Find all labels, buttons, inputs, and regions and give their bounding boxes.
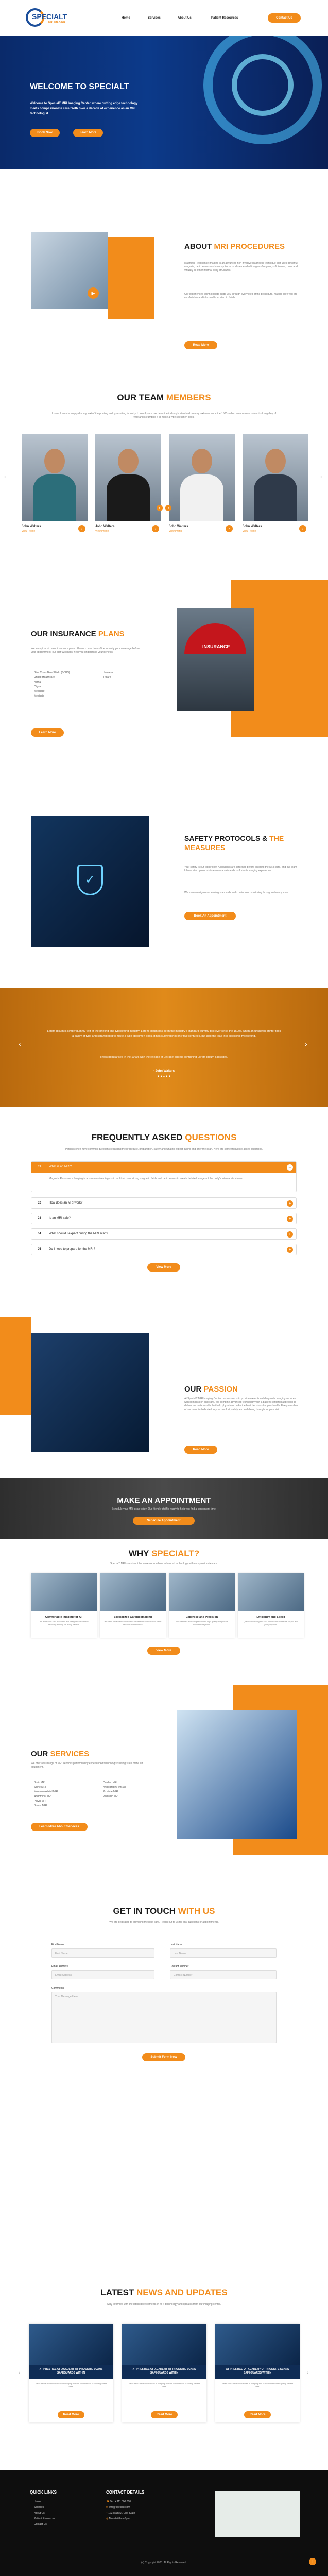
phone-icon: ☎ [106,2500,110,2503]
nav-services[interactable]: Services [148,16,161,20]
schedule-appointment-button[interactable]: Schedule Appointment [133,1517,195,1525]
mri-machine-inner-ring [232,54,294,116]
play-icon[interactable]: ▶ [88,287,99,299]
insurance-list-2 [103,671,113,680]
mission-read-more-button[interactable]: Read More [184,1446,217,1454]
insurance-item: Tricare [103,676,111,679]
services-intro: We offer a full range of MRI services performed by experienced technologists using state of the art equipment. [31,1762,143,1769]
team-member-name: John Walters [169,525,188,528]
team-member-card[interactable] [243,434,308,537]
insurance-item: Blue Cross Blue Shield (BCBS) [34,671,70,674]
umbrella-icon [184,623,246,654]
hero-book-now-button[interactable]: Book Now [30,129,60,137]
news-card-title: AT PRESTIGE OF ACADEMY OF PROSTATE SCANS SAFEGUARDS WITHIN [122,2365,206,2379]
location-icon: ⌖ [106,2512,109,2515]
team-member-card[interactable] [22,434,88,537]
email-input[interactable]: Email Address [51,1970,154,1979]
team-member-photo [95,434,161,521]
insurance-intro: We accept most major insurance plans. Please contact our office to verify your coverage before your appointment, our staff will gladly help you understand your benefits. [31,647,140,654]
footer-link[interactable]: Home [34,2500,41,2503]
service-item: Breast MRI [34,1804,47,1807]
insurance-item: Medicare [34,690,45,693]
faq-question: How does an MRI work? [49,1201,83,1205]
faq-question-header[interactable] [31,1162,296,1173]
insurance-list-1 [34,671,70,699]
services-list-1 [34,1781,58,1808]
contact-title [0,1906,328,1917]
service-item: Prostate MRI [103,1790,118,1793]
faq-item[interactable] [31,1197,297,1209]
services-title-b: SERVICES [50,1750,90,1758]
faq-question: What is an MRI? [49,1165,72,1168]
why-card-text: Our certified technologists deliver high quality images for accurate diagnosis. [176,1620,228,1626]
insurance-image [177,608,254,711]
about-title-b: MRI PROCEDURES [214,242,285,251]
news-title-b: NEWS AND UPDATES [136,2287,228,2297]
why-card-text: Quick scheduling and fast turnaround on results for you and your physician. [244,1620,298,1626]
team-prev-button[interactable]: ‹ [157,505,163,511]
why-card-text: Our wide-bore MRI machines are designed for comfort, reducing anxiety for every patient. [39,1620,89,1626]
email-label: Email Address [51,1965,68,1968]
faq-number: 01 [38,1165,41,1168]
faq-title-a: FREQUENTLY ASKED [91,1132,185,1142]
footer-link[interactable]: Patient Resources [34,2517,55,2520]
news-card-image [215,2324,300,2365]
footer-link[interactable]: Contact Us [34,2523,47,2526]
mission-accent-block [0,1317,31,1415]
team-member-arrow-icon[interactable]: › [152,525,159,532]
team-member-name: John Walters [243,525,262,528]
mission-title-b: PASSION [203,1385,238,1394]
team-member-photo [243,434,308,521]
services-list-2 [103,1781,126,1799]
services-title-a: OUR [31,1750,50,1758]
why-title-a: WHY [128,1549,151,1558]
news-card-image [29,2324,113,2365]
footer-links [34,2499,55,2528]
why-card[interactable] [238,1573,304,1638]
safety-book-appointment-button[interactable]: Book An Appointment [184,912,236,920]
faq-item[interactable] [31,1228,297,1240]
logo[interactable] [26,7,82,28]
site-header [0,0,328,36]
faq-answer: Magnetic Resonance Imaging is a non-invasive diagnostic tool that uses strong magnetic fields and radio waves to create detailed images of the body's internal structures. [49,1177,243,1180]
team-member-profile-link[interactable]: View Profile [169,530,183,533]
service-item: Angiography (MRA) [103,1786,126,1789]
faq-item[interactable] [31,1244,297,1255]
why-view-more-button[interactable]: View More [147,1647,180,1655]
services-learn-more-button[interactable]: Learn More About Services [31,1823,88,1831]
appointment-section [0,1478,328,1539]
news-card[interactable] [215,2324,300,2422]
news-card[interactable] [122,2324,206,2422]
why-title-b: SPECIALT? [151,1549,200,1558]
about-paragraph-1: Magnetic Resonance Imaging is an advanced non-invasive diagnostic technique that uses powerful magnets, radio waves and a computer to produce detailed images of organs, soft tissues, bone and virtually all other internal body structures. [184,262,298,272]
mission-title-a: OUR [184,1385,204,1394]
safety-paragraph-2: We maintain rigorous cleaning standards and continuous monitoring throughout every scan. [184,891,289,894]
insurance-item: Humana [103,671,113,674]
plus-icon[interactable]: + [287,1231,293,1238]
insurance-item: Cigna [34,685,41,688]
team-title-a: OUR TEAM [117,393,166,402]
footer-link[interactable]: About Us [34,2512,45,2515]
faq-number: 05 [38,1248,41,1251]
contact-title-b: WITH US [178,1906,215,1916]
team-member-profile-link[interactable]: View Profile [95,530,109,533]
services-image [177,1710,297,1839]
nav-about[interactable]: About Us [178,16,192,20]
mission-text: At SpecialT MRI Imaging Center our mission is to provide exceptional diagnostic imaging services with compassion and care. We combine advanced technology with a patient-centered approach to deliver accurate results that help physicians make the best decisions for your health. Every member of our team is dedicated to your comfort, safety and well-being throughout your visit. [184,1397,298,1411]
why-card-image [100,1573,166,1611]
footer-phone[interactable]: Tel: + 111 000 000 [110,2500,131,2503]
service-item: Brain MRI [34,1781,46,1784]
footer-link[interactable]: Services [34,2506,44,2509]
logo-text: SPECIALT [32,12,67,21]
insurance-item: Aetna [34,681,41,684]
team-member-profile-link[interactable]: View Profile [243,530,256,533]
faq-number: 02 [38,1201,41,1205]
about-paragraph-2: Our experienced technologists guide you through every step of the procedure, making sure you are comfortable and informed from start to finish. [184,293,298,299]
first-name-input[interactable]: First Name [51,1948,154,1958]
footer-quick-links-title: QUICK LINKS [30,2490,57,2495]
testimonial-prev-arrow-icon[interactable]: ‹ [19,1040,21,1048]
safety-title-a: SAFETY PROTOCOLS & [184,834,270,842]
nav-patient-resources[interactable]: Patient Resources [211,16,238,20]
plus-icon[interactable]: + [287,1200,293,1207]
service-item: Pediatric MRI [103,1795,119,1798]
faq-title-b: QUESTIONS [185,1132,237,1142]
insurance-title-b: PLANS [98,630,125,638]
plus-icon[interactable]: + [287,1216,293,1222]
insurance-item: Medicaid [34,694,45,698]
safety-paragraph-1: Your safety is our top priority. All patients are screened before entering the MRI suite, and our team follows strict protocols to ensure a safe and comfortable imaging experience. [184,866,297,872]
team-member-card[interactable] [95,434,161,537]
service-item: Spine MRI [34,1786,46,1789]
testimonial-stars: ★★★★★ [157,1075,171,1078]
why-title [0,1549,328,1559]
testimonial-author: - John Walters [153,1070,175,1073]
news-read-more-button[interactable]: Read More [58,2411,84,2418]
why-card[interactable] [100,1573,166,1638]
footer-address: 123 Main St, City, State [108,2512,135,2515]
team-member-name: John Walters [22,525,41,528]
about-title [184,242,285,251]
hero-text: Welcome to SpecialT MRI Imaging Center, where cutting edge technology meets compassionate care! With over a decade of experience as an MRI technologist [30,102,138,115]
team-member-photo [169,434,235,521]
shield-icon: ✓ [77,865,103,895]
news-card[interactable] [29,2324,113,2422]
team-title [0,393,328,403]
why-card-title: Comfortable Imaging for All [45,1616,83,1619]
testimonial-text-2: It was popularised in the 1960s with the release of Letraset sheets containing Lorem Ipsum passages. [100,1056,228,1059]
appointment-text: Schedule your MRI scan today. Our friendly staff is ready to help you find a convenient time. [111,1507,217,1511]
clock-icon: ◷ [106,2517,109,2520]
news-prev-arrow-icon[interactable]: ‹ [19,2370,21,2376]
news-card-text: Read about recent advances in imaging and our commitment to quality patient care. [128,2382,200,2388]
testimonial-text: Lorem Ipsum is simply dummy text of the printing and typesetting industry. Lorem Ipsum has been the industry's standard dummy text ever since the 1500s, when an unknown printer took a galley of type and scrambled it to make a type specimen book. It has survived not only five centuries, but also the leap into electronic typesetting. [47,1030,281,1038]
team-next-arrow-icon[interactable]: › [320,474,322,480]
faq-title [0,1132,328,1143]
team-member-arrow-icon[interactable]: › [299,525,306,532]
news-intro: Stay informed with the latest developments in MRI technology and updates from our imaging center. [107,2303,221,2306]
contact-intro: We are dedicated to providing the best care. Reach out to us for any questions or appointments. [109,1921,219,1924]
contact-title-a: GET IN TOUCH [113,1906,178,1916]
first-name-label: First Name [51,1943,64,1946]
appointment-title: MAKE AN APPOINTMENT [117,1496,211,1505]
news-card-text: Read about recent advances in imaging and our commitment to quality patient care. [35,2382,107,2388]
service-item: Pelvic MRI [34,1800,46,1803]
why-card[interactable] [31,1573,97,1638]
comments-label: Comments [51,1987,64,1990]
site-footer [0,2470,328,2576]
testimonial-next-arrow-icon[interactable]: › [305,1040,307,1048]
mission-title [184,1385,238,1394]
team-member-name: John Walters [95,525,115,528]
news-read-more-button[interactable]: Read More [244,2411,271,2418]
insurance-learn-more-button[interactable]: Learn More [31,728,64,737]
insurance-title-a: OUR INSURANCE [31,630,98,638]
faq-question: Do I need to prepare for the MRI? [49,1248,95,1251]
footer-copyright: (c) Copyright 2023. All Rights Reserved. [141,2561,187,2564]
scroll-to-top-icon[interactable]: ↑ [309,2558,316,2565]
why-card-image [238,1573,304,1611]
last-name-label: Last Name [170,1943,183,1946]
logo-subtext: MRI IMAGING [48,21,65,24]
insurance-title [31,630,125,638]
footer-email[interactable]: info@specialt.com [109,2506,130,2509]
service-item: Musculoskeletal MRI [34,1790,58,1793]
team-member-arrow-icon[interactable]: › [226,525,233,532]
why-card-image [31,1573,97,1611]
team-intro: Lorem Ipsum is simply dummy text of the printing and typesetting industry. Lorem Ipsum has been the industry's standard dummy text ever since the 1500s when an unknown printer took a galley of type and scrambled it to make a type specimen book. [52,412,276,419]
hero-title: WELCOME TO SPECIALT [30,82,129,91]
minus-icon[interactable]: − [287,1164,293,1171]
last-name-input[interactable]: Last Name [170,1948,277,1958]
news-card-title: AT PRESTIGE OF ACADEMY OF PROSTATE SCANS SAFEGUARDS WITHIN [29,2365,113,2379]
mission-image [31,1333,149,1452]
about-image-accent [108,237,154,319]
team-member-profile-link[interactable]: View Profile [22,530,36,533]
testimonial-section [0,988,328,1107]
footer-contact-details [106,2499,135,2522]
faq-question: Is an MRI safe? [49,1217,71,1220]
team-prev-arrow-icon[interactable]: ‹ [4,474,6,480]
why-card-title: Expertise and Precision [185,1616,218,1619]
news-card-image [122,2324,206,2365]
footer-map[interactable] [215,2491,300,2537]
why-card-image [169,1573,235,1611]
comments-textarea[interactable]: Your Message Here [51,1992,277,2043]
faq-number: 03 [38,1217,41,1220]
insurance-item: United Healthcare [34,676,55,679]
safety-title [184,834,303,852]
faq-item[interactable] [31,1213,297,1224]
why-card-text: We offer advanced cardiac MRI for detailed evaluation of heart function and structure. [104,1620,162,1626]
hero-section [0,36,328,169]
umbrella-label: INSURANCE [202,644,230,649]
faq-question: What should I expect during the MRI scan? [49,1232,108,1235]
phone-label: Contact Number [170,1965,189,1968]
services-title [31,1750,89,1758]
footer-hours: Mon-Fri 8am-6pm [109,2517,130,2520]
faq-number: 04 [38,1232,41,1235]
why-card[interactable] [169,1573,235,1638]
about-read-more-button[interactable]: Read More [184,341,217,349]
news-next-arrow-icon[interactable]: › [307,2370,309,2376]
plus-icon[interactable]: + [287,1247,293,1253]
news-card-title: AT PRESTIGE OF ACADEMY OF PROSTATE SCANS SAFEGUARDS WITHIN [215,2365,300,2379]
team-member-card[interactable] [169,434,235,537]
team-member-photo [22,434,88,521]
service-item: Abdominal MRI [34,1795,52,1798]
team-next-button[interactable]: › [165,505,171,511]
team-title-b: MEMBERS [166,393,211,402]
footer-contact-title: CONTACT DETAILS [106,2490,145,2495]
news-card-text: Read about recent advances in imaging and our commitment to quality patient care. [221,2382,294,2388]
news-title [0,2287,328,2298]
safety-image [31,816,149,947]
team-member-arrow-icon[interactable]: › [78,525,85,532]
safety-title-b: THE MEASURES [184,834,284,852]
about-title-a: ABOUT [184,242,214,251]
service-item: Cardiac MRI [103,1781,117,1784]
news-read-more-button[interactable]: Read More [151,2411,178,2418]
nav-home[interactable]: Home [122,16,130,20]
why-intro: SpecialT MRI stands out because we combine advanced technology with compassionate care. [110,1562,218,1565]
phone-input[interactable]: Contact Number [170,1970,277,1979]
mail-icon: ✉ [106,2506,109,2509]
faq-view-more-button[interactable]: View More [147,1263,180,1272]
why-card-title: Efficiency and Speed [256,1616,285,1619]
news-title-a: LATEST [100,2287,136,2297]
why-card-title: Specialized Cardiac Imaging [113,1616,152,1619]
faq-item-open[interactable] [31,1161,297,1192]
submit-form-button[interactable]: Submit Form Now [142,2053,185,2061]
contact-us-button[interactable]: Contact Us [268,13,301,23]
faq-intro: Patients often have common questions regarding the procedure, preparation, safety and what to expect during and after the scan. Here are some frequently asked questions. [65,1148,263,1151]
hero-learn-more-button[interactable]: Learn More [73,129,103,137]
